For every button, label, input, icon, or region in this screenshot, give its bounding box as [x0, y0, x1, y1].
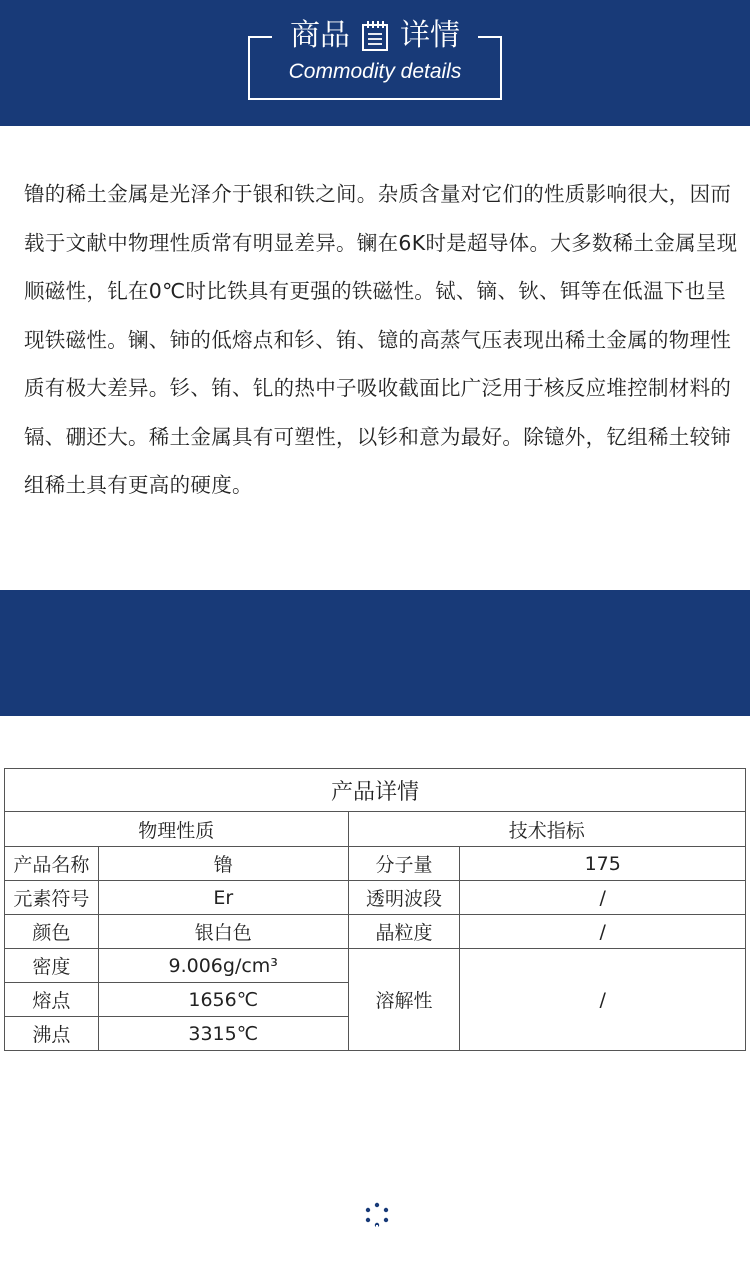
row-value: 9.006g/cm³: [98, 949, 348, 983]
row-value: 镥: [98, 847, 348, 881]
spec-value: /: [460, 881, 746, 915]
title-frame: [248, 18, 502, 100]
row-label: 产品名称: [5, 847, 99, 881]
banner-title-zh: [290, 18, 460, 54]
table-row: [5, 949, 746, 983]
spec-value: 175: [460, 847, 746, 881]
banner-title-left: 产品: [290, 1198, 350, 1233]
row-label: 熔点: [5, 983, 99, 1017]
table-title-row: [5, 769, 746, 812]
banner-subtitle-en: Chemical composition: [272, 1240, 478, 1263]
table-title: 产品详情: [5, 769, 746, 812]
table-row: [5, 881, 746, 915]
spec-label: 透明波段: [348, 881, 460, 915]
row-label: 颜色: [5, 915, 99, 949]
row-label: 密度: [5, 949, 99, 983]
spec-label: 晶粒度: [348, 915, 460, 949]
column-header-technical: 技术指标: [348, 812, 745, 847]
spec-value: /: [460, 915, 746, 949]
frame-edge: [248, 1216, 272, 1218]
frame-edge: [248, 36, 272, 38]
frame-edge: [478, 36, 502, 38]
table-row: [5, 847, 746, 881]
spec-label: 溶解性: [348, 949, 460, 1051]
row-label: 沸点: [5, 1017, 99, 1051]
row-value: 1656℃: [98, 983, 348, 1017]
title-frame: [248, 1198, 502, 1280]
row-value: 3315℃: [98, 1017, 348, 1051]
banner-title-zh: [290, 1198, 460, 1234]
row-value: 银白色: [98, 915, 348, 949]
product-description: 镥的稀土金属是光泽介于银和铁之间。杂质含量对它们的性质影响很大，因而载于文献中物理性质常有明显差异。镧在6K时是超导体。大多数稀土金属呈现顺磁性，钆在0℃时比铁具有更强的铁磁性。铽、镝、钬、铒等在低温下也呈现铁磁性。镧、铈的低熔点和钐、铕、镱的高蒸气压表现出稀土金属的物理性质有极大差异。钐、铕、钆的热中子吸收截面比广泛用于核反应堆控制材料的镉、硼还大。稀土金属具有可塑性，以钐和意为最好。除镱外，钇组稀土较铈组稀土具有更高的硬度。: [24, 182, 738, 497]
row-value: Er: [98, 881, 348, 915]
banner-title-left: 商品: [290, 18, 350, 53]
table-row: [5, 915, 746, 949]
spec-value: /: [460, 949, 746, 1051]
banner-title-right: 详情: [400, 1198, 460, 1233]
molecule-icon: [360, 1200, 390, 1232]
spec-label: 分子量: [348, 847, 460, 881]
banner-title-right: 详情: [400, 18, 460, 53]
product-spec-table: [4, 768, 746, 1051]
banner-subtitle-en: Commodity details: [288, 60, 462, 83]
row-label: 元素符号: [5, 881, 99, 915]
table-header-row: [5, 812, 746, 847]
notepad-icon: [360, 20, 390, 52]
column-header-physical: 物理性质: [5, 812, 349, 847]
commodity-details-banner: [0, 0, 750, 126]
frame-edge: [478, 1216, 502, 1218]
